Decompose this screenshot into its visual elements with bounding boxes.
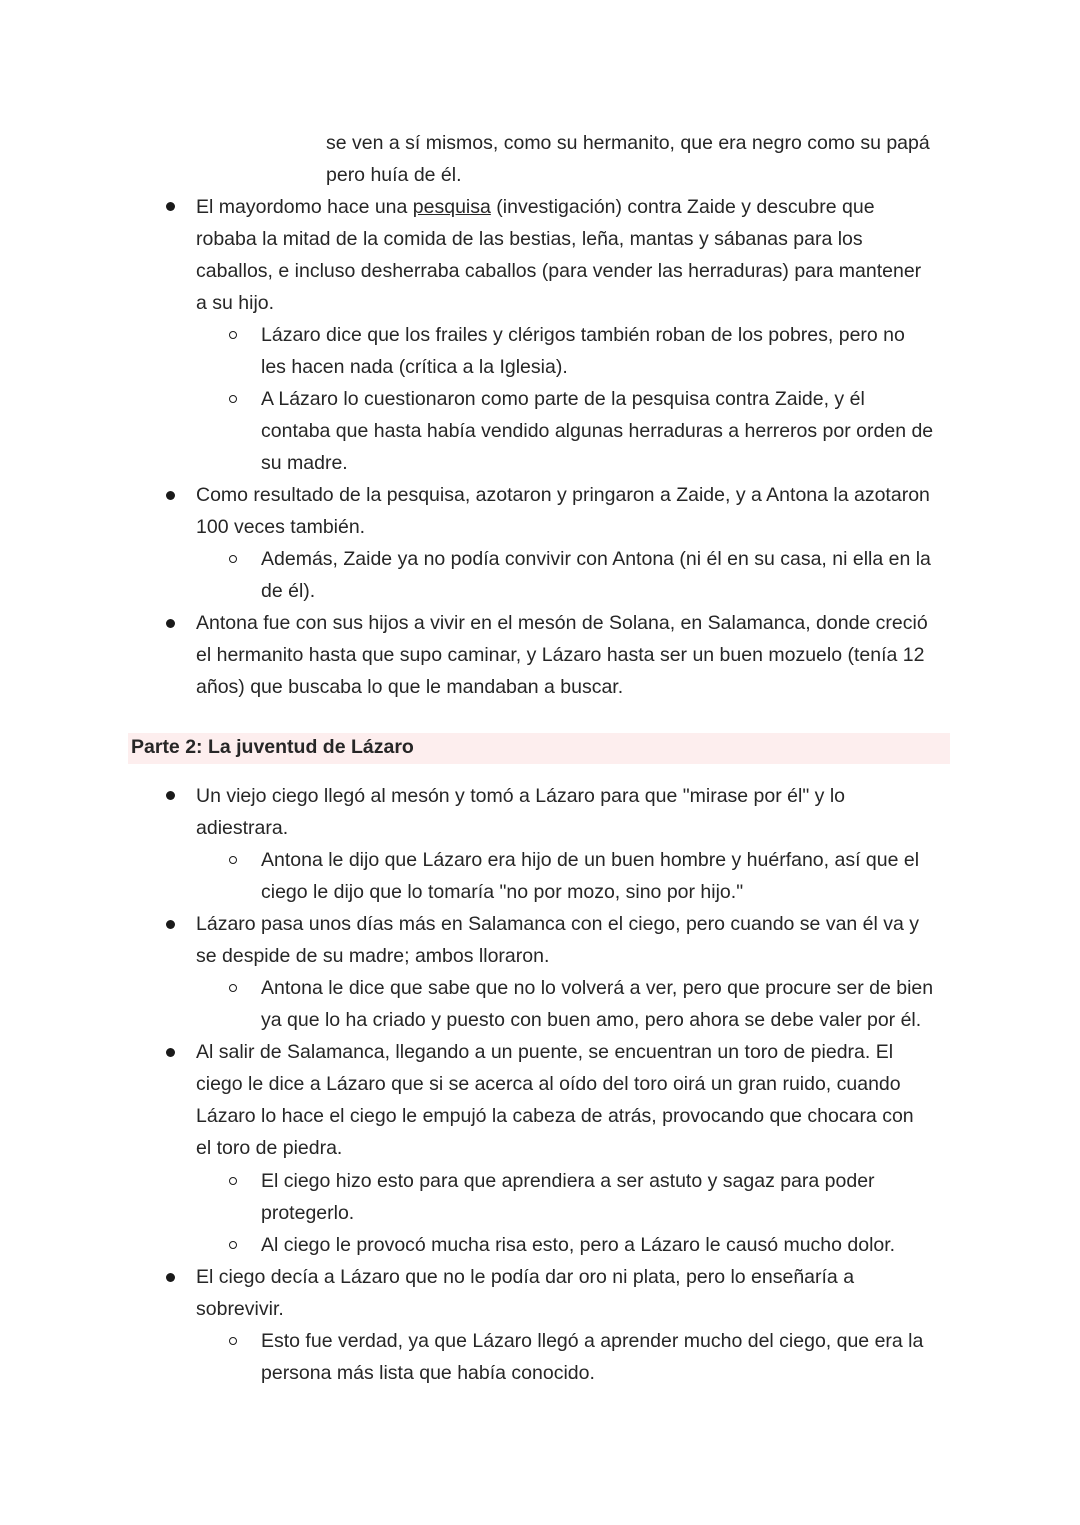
list-item-line: 100 veces también. (196, 516, 366, 538)
list-item-line: sobrevivir. (196, 1298, 284, 1320)
sub-bullet-icon (229, 331, 237, 339)
sub-list-item-line: de él). (261, 580, 316, 602)
sub-bullet-icon (229, 856, 237, 864)
paragraph-line: pero huía de él. (326, 164, 462, 186)
list-item-line: robaba la mitad de la comida de las bestias, leña, mantas y sábanas para los (196, 228, 863, 250)
sub-bullet-icon (229, 555, 237, 563)
list-item-line: el toro de piedra. (196, 1137, 343, 1159)
sub-list-item-line: Lázaro dice que los frailes y clérigos también roban de los pobres, pero no (261, 324, 905, 346)
list-item-line: el hermanito hasta que supo caminar, y Lázaro hasta ser un buen mozuelo (tenía 12 (196, 644, 925, 666)
sub-list-item-line: A Lázaro lo cuestionaron como parte de la pesquisa contra Zaide, y él (261, 388, 865, 410)
sub-list-item-line: Al ciego le provocó mucha risa esto, pero a Lázaro le causó mucho dolor. (261, 1234, 896, 1256)
sub-list-item-line: Esto fue verdad, ya que Lázaro llegó a aprender mucho del ciego, que era la (261, 1330, 924, 1352)
sub-list-item-line: persona más lista que había conocido. (261, 1362, 595, 1384)
bullet-icon (166, 491, 175, 500)
sub-list-item-line: su madre. (261, 452, 348, 474)
list-item-line: Un viejo ciego llegó al mesón y tomó a Lázaro para que "mirase por él" y lo (196, 785, 846, 807)
paragraph-line: se ven a sí mismos, como su hermanito, que era negro como su papá (326, 132, 930, 154)
sub-bullet-icon (229, 395, 237, 403)
sub-list-item-line: Antona le dice que sabe que no lo volverá a ver, pero que procure ser de bien (261, 977, 934, 999)
sub-list-item-line: ciego le dijo que lo tomaría "no por mozo, sino por hijo." (261, 881, 744, 903)
sub-bullet-icon (229, 1337, 237, 1345)
bullet-icon (166, 791, 175, 800)
bullet-icon (166, 1273, 175, 1282)
list-item-line: a su hijo. (196, 292, 275, 314)
sub-list-item-line: El ciego hizo esto para que aprendiera a ser astuto y sagaz para poder (261, 1170, 875, 1192)
list-item-line: se despide de su madre; ambos lloraron. (196, 945, 550, 967)
list-item-line: caballos, e incluso desherraba caballos (para vender las herraduras) para mantener (196, 260, 922, 282)
section-heading: Parte 2: La juventud de Lázaro (131, 736, 414, 758)
list-item-line: El mayordomo hace una pesquisa (investigación) contra Zaide y descubre que (196, 196, 875, 218)
bullet-icon (166, 1048, 175, 1057)
bullet-icon (166, 202, 175, 211)
list-item-line: años) que buscaba lo que le mandaban a buscar. (196, 676, 624, 698)
sub-list-item-line: Además, Zaide ya no podía convivir con Antona (ni él en su casa, ni ella en la (261, 548, 931, 570)
list-item-line: El ciego decía a Lázaro que no le podía dar oro ni plata, pero lo enseñaría a (196, 1266, 855, 1288)
list-item-line: Lázaro pasa unos días más en Salamanca con el ciego, pero cuando se van él va y (196, 913, 920, 935)
list-item-line: Como resultado de la pesquisa, azotaron y pringaron a Zaide, y a Antona la azotaron (196, 484, 930, 506)
bullet-icon (166, 619, 175, 628)
bullet-icon (166, 920, 175, 929)
list-item-line: ciego le dice a Lázaro que si se acerca al oído del toro oirá un gran ruido, cuando (196, 1073, 901, 1095)
sub-list-item-line: ya que lo ha criado y puesto con buen amo, pero ahora se debe valer por él. (261, 1009, 922, 1031)
sub-list-item-line: les hacen nada (crítica a la Iglesia). (261, 356, 568, 378)
list-item-line: Lázaro lo hace el ciego le empujó la cabeza de atrás, provocando que chocara con (196, 1105, 914, 1127)
sub-list-item-line: protegerlo. (261, 1202, 355, 1224)
sub-list-item-line: contaba que hasta había vendido algunas herraduras a herreros por orden de (261, 420, 934, 442)
list-item-line: adiestrara. (196, 817, 289, 839)
sub-bullet-icon (229, 1177, 237, 1185)
list-item-line: Al salir de Salamanca, llegando a un puente, se encuentran un toro de piedra. El (196, 1041, 894, 1063)
sub-bullet-icon (229, 984, 237, 992)
list-item-line: Antona fue con sus hijos a vivir en el mesón de Solana, en Salamanca, donde creció (196, 612, 928, 634)
sub-bullet-icon (229, 1241, 237, 1249)
sub-list-item-line: Antona le dijo que Lázaro era hijo de un buen hombre y huérfano, así que el (261, 849, 920, 871)
pesquisa-link[interactable]: pesquisa (412, 196, 491, 218)
